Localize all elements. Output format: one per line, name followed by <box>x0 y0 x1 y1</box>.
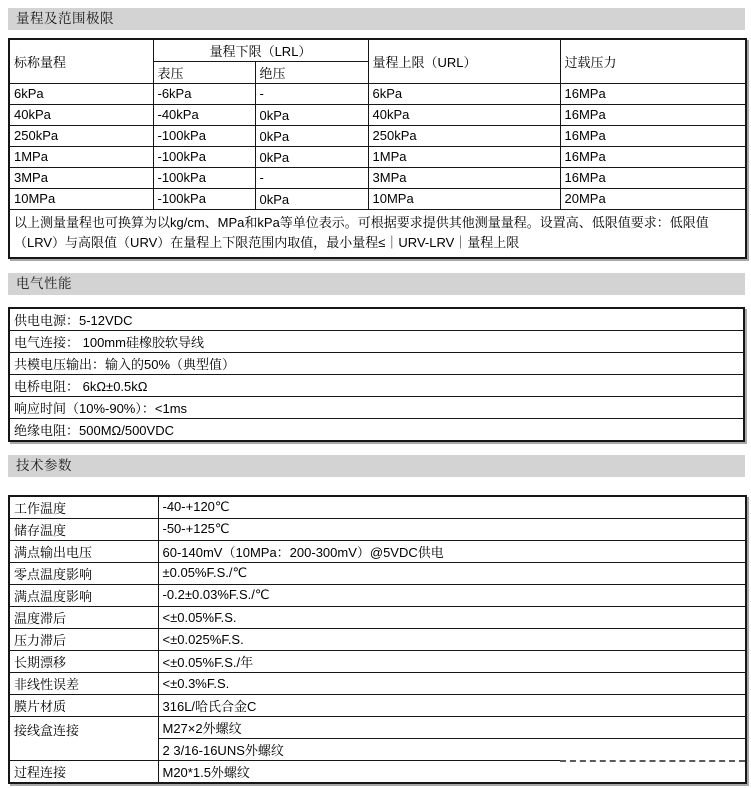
url-cell: 3MPa <box>368 168 560 189</box>
url-cell: 6kPa <box>368 84 560 105</box>
url-cell: 10MPa <box>368 189 560 210</box>
param-row <box>9 672 746 694</box>
param-value-cell: -0.2±0.03%F.S./℃ <box>158 584 746 606</box>
gauge-lrl-cell: -100kPa <box>153 168 255 189</box>
gauge-lrl-cell: -6kPa <box>153 84 255 105</box>
redacted-watermark-line <box>560 758 745 764</box>
header-lrl: 量程下限（LRL） <box>153 39 368 62</box>
param-value-cell: <±0.3%F.S. <box>158 672 746 694</box>
header-overload: 过载压力 <box>560 39 746 84</box>
section-title-technical: 技术参数 <box>8 455 745 477</box>
param-row <box>9 540 746 562</box>
absolute-lrl-cell: 0kPa <box>255 189 368 210</box>
overload-cell: 20MPa <box>560 189 746 210</box>
param-value-cell: -40-+120℃ <box>158 496 746 519</box>
electrical-spec-cell: 共模电压输出：输入的50%（典型值） <box>9 352 744 374</box>
param-label-cell: 温度滞后 <box>9 606 158 628</box>
param-value-cell: <±0.05%F.S. <box>158 606 746 628</box>
gauge-lrl-cell: -100kPa <box>153 147 255 168</box>
range-table-header-row-1 <box>9 39 746 62</box>
param-label-cell: 压力滞后 <box>9 628 158 650</box>
overload-cell: 16MPa <box>560 105 746 126</box>
electrical-spec-cell: 电气连接： 100mm硅橡胶软导线 <box>9 330 744 352</box>
range-row <box>9 105 746 126</box>
param-label-cell: 过程连接 <box>9 760 158 783</box>
param-row <box>9 650 746 672</box>
param-label-cell: 接线盒连接 <box>9 716 158 760</box>
range-note-row <box>9 210 746 258</box>
electrical-row <box>9 418 744 441</box>
param-row <box>9 518 746 540</box>
nominal-range-cell: 6kPa <box>9 84 153 105</box>
technical-table <box>8 495 747 784</box>
technical-table-wrapper <box>8 495 749 784</box>
electrical-row <box>9 396 744 418</box>
absolute-lrl-cell: 0kPa <box>255 105 368 126</box>
param-label-cell: 长期漂移 <box>9 650 158 672</box>
param-row <box>9 606 746 628</box>
range-row <box>9 189 746 210</box>
nominal-range-cell: 1MPa <box>9 147 153 168</box>
section-title-range-limits: 量程及范围极限 <box>8 8 745 30</box>
overload-cell: 16MPa <box>560 84 746 105</box>
header-url: 量程上限（URL） <box>368 39 560 84</box>
nominal-range-cell: 3MPa <box>9 168 153 189</box>
nominal-range-cell: 10MPa <box>9 189 153 210</box>
absolute-lrl-cell: - <box>255 84 368 105</box>
absolute-lrl-cell: - <box>255 168 368 189</box>
param-value-cell: -50-+125℃ <box>158 518 746 540</box>
param-label-cell: 工作温度 <box>9 496 158 519</box>
param-row <box>9 716 746 738</box>
param-row <box>9 562 746 584</box>
absolute-lrl-cell: 0kPa <box>255 147 368 168</box>
param-value-cell: <±0.05%F.S./年 <box>158 650 746 672</box>
gauge-lrl-cell: -40kPa <box>153 105 255 126</box>
param-label-cell: 储存温度 <box>9 518 158 540</box>
electrical-spec-cell: 绝缘电阻：500MΩ/500VDC <box>9 418 744 441</box>
electrical-row <box>9 352 744 374</box>
electrical-row <box>9 330 744 352</box>
param-value-cell: 316L/哈氏合金C <box>158 694 746 716</box>
gauge-lrl-cell: -100kPa <box>153 189 255 210</box>
nominal-range-cell: 40kPa <box>9 105 153 126</box>
header-gauge-pressure: 表压 <box>153 62 255 84</box>
header-absolute-pressure: 绝压 <box>255 62 368 84</box>
param-row <box>9 694 746 716</box>
param-value-cell: ±0.05%F.S./℃ <box>158 562 746 584</box>
param-label-cell: 零点温度影响 <box>9 562 158 584</box>
range-row <box>9 168 746 189</box>
range-note: 以上测量量程也可换算为以kg/cm、MPa和kPa等单位表示。可根据要求提供其他测量量程。设置高、低限值要求：低限值（LRV）与高限值（URV）在量程上下限范围内取值，最小量程≤｜URV-LRV｜量程上限 <box>9 210 746 258</box>
electrical-spec-cell: 电桥电阻： 6kΩ±0.5kΩ <box>9 374 744 396</box>
header-nominal-range: 标称量程 <box>9 39 153 84</box>
param-value-cell: <±0.025%F.S. <box>158 628 746 650</box>
param-row <box>9 584 746 606</box>
param-value-cell: 2 3/16-16UNS外螺纹 <box>158 738 746 760</box>
range-row <box>9 126 746 147</box>
url-cell: 250kPa <box>368 126 560 147</box>
param-row <box>9 496 746 519</box>
gauge-lrl-cell: -100kPa <box>153 126 255 147</box>
absolute-lrl-cell: 0kPa <box>255 126 368 147</box>
param-row <box>9 628 746 650</box>
url-cell: 1MPa <box>368 147 560 168</box>
param-value-cell: M27×2外螺纹 <box>158 716 746 738</box>
electrical-spec-cell: 响应时间（10%-90%）：<1ms <box>9 396 744 418</box>
nominal-range-cell: 250kPa <box>9 126 153 147</box>
param-value-cell: M20*1.5外螺纹 <box>158 760 746 783</box>
electrical-row <box>9 308 744 331</box>
overload-cell: 16MPa <box>560 126 746 147</box>
range-row <box>9 84 746 105</box>
param-label-cell: 膜片材质 <box>9 694 158 716</box>
electrical-row <box>9 374 744 396</box>
param-label-cell: 非线性误差 <box>9 672 158 694</box>
electrical-spec-cell: 供电电源：5-12VDC <box>9 308 744 331</box>
param-label-cell: 满点输出电压 <box>9 540 158 562</box>
overload-cell: 16MPa <box>560 168 746 189</box>
param-label-cell: 满点温度影响 <box>9 584 158 606</box>
electrical-table <box>8 307 745 442</box>
url-cell: 40kPa <box>368 105 560 126</box>
range-row <box>9 147 746 168</box>
param-value-cell: 60-140mV（10MPa：200-300mV）@5VDC供电 <box>158 540 746 562</box>
range-table <box>8 38 747 259</box>
overload-cell: 16MPa <box>560 147 746 168</box>
section-title-electrical: 电气性能 <box>8 273 745 295</box>
